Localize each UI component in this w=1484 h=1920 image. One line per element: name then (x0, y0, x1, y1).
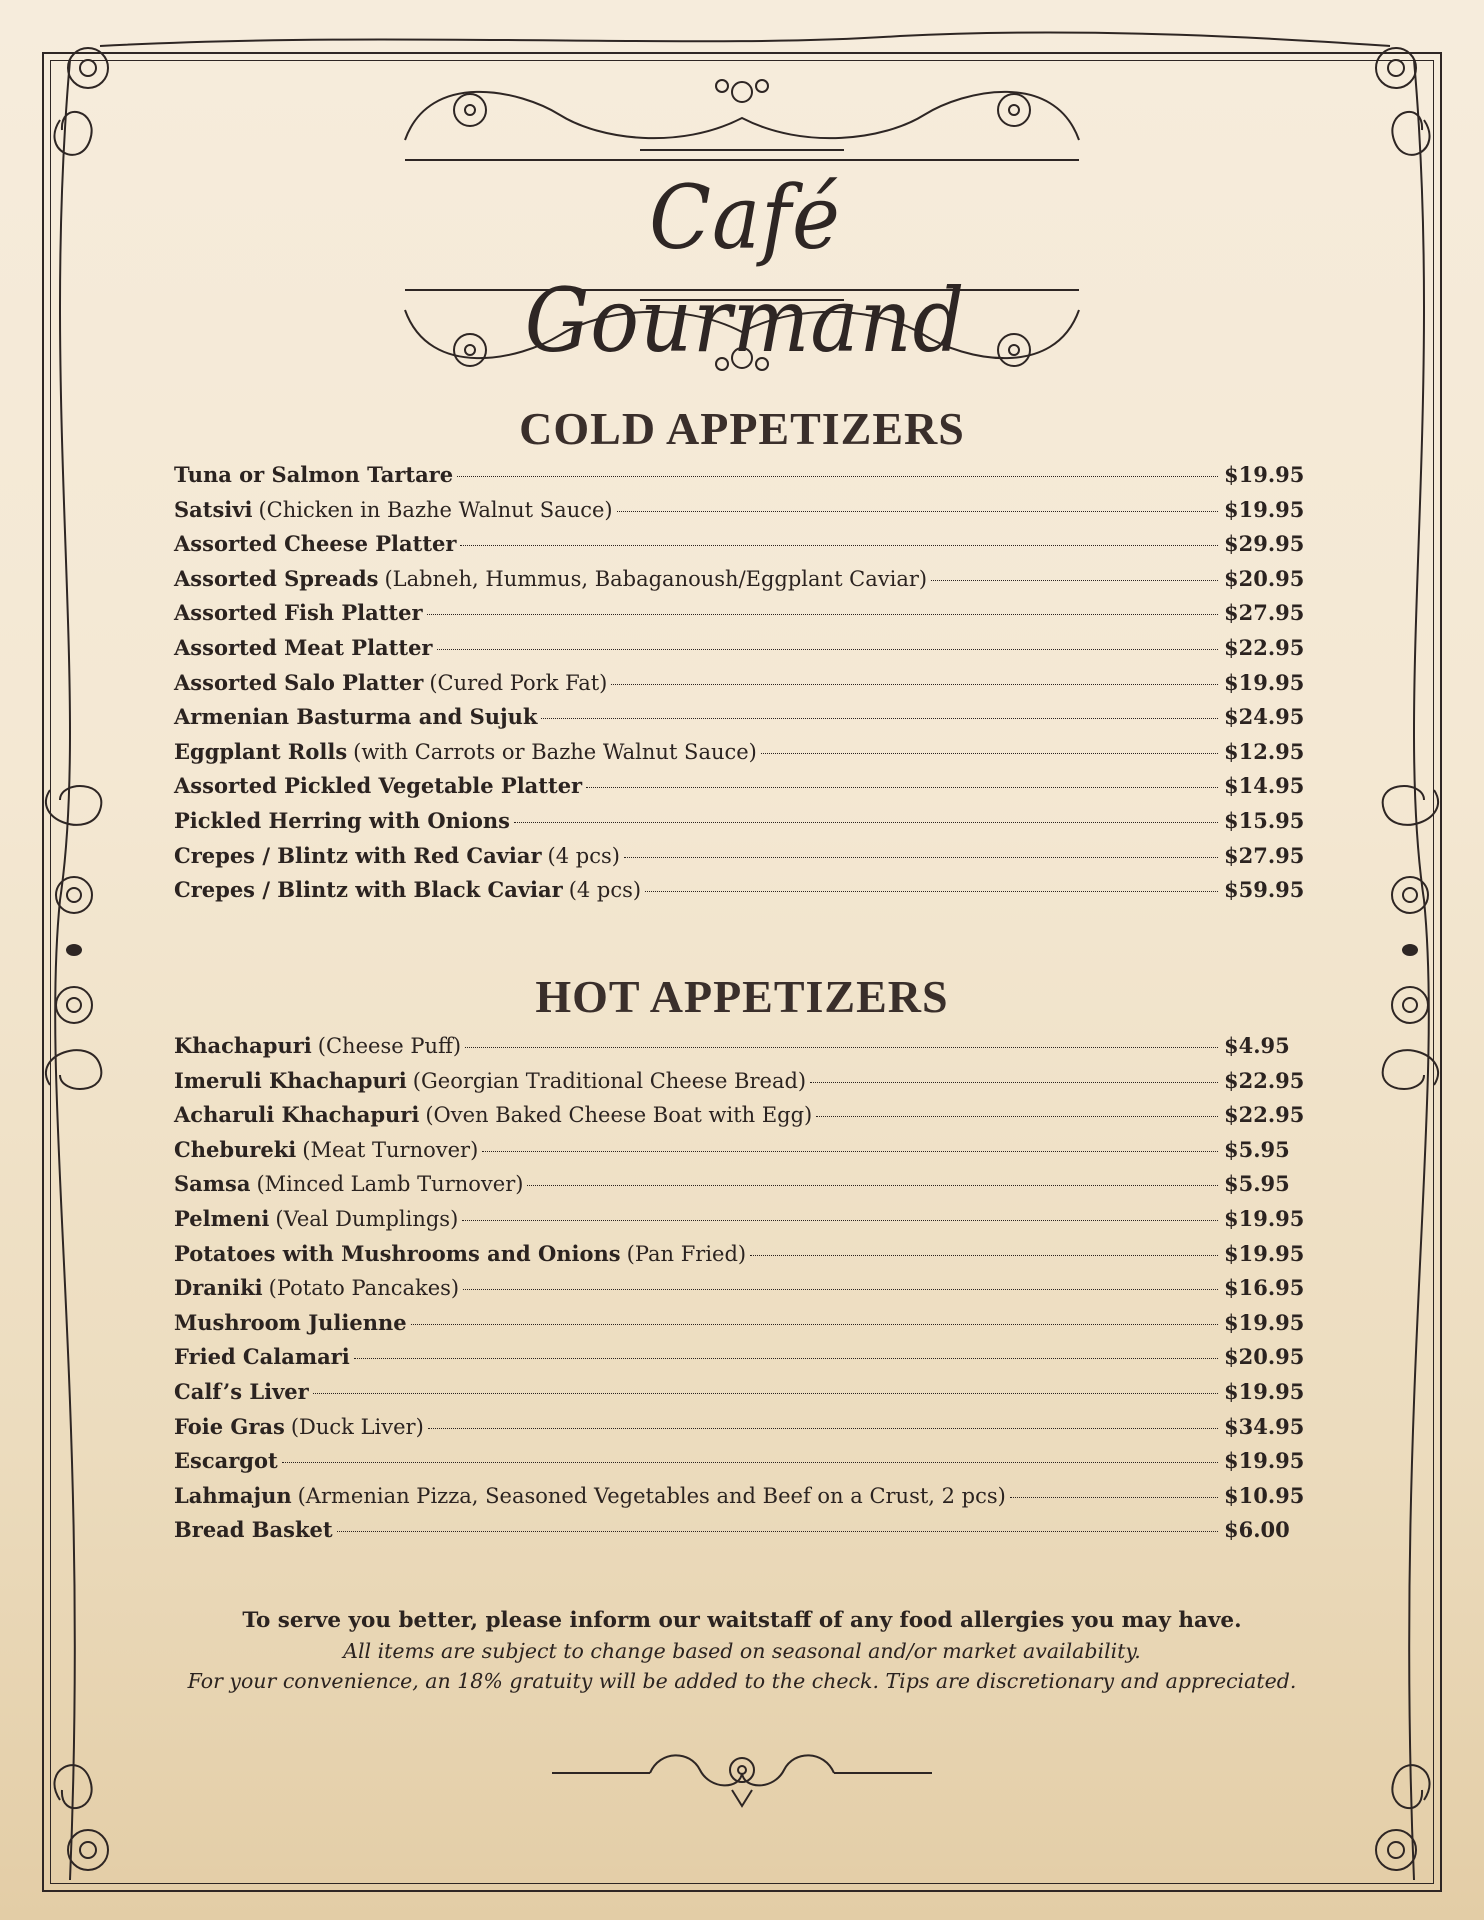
dotted-leader (750, 1254, 1218, 1256)
item-price: $20.95 (1224, 565, 1305, 591)
dotted-leader (460, 544, 1218, 546)
item-description: (Minced Lamb Turnover) (256, 1172, 524, 1197)
item-price: $4.95 (1224, 1033, 1290, 1058)
dotted-leader (624, 856, 1218, 858)
dotted-leader (514, 821, 1218, 823)
menu-item (174, 1517, 1308, 1552)
item-price: $5.95 (1224, 1171, 1290, 1197)
item-description: (4 pcs) (547, 843, 620, 868)
item-description: (Cured Pork Fat) (429, 670, 608, 695)
menu-item (174, 1448, 1308, 1483)
dotted-leader (465, 1046, 1218, 1048)
menu-item (174, 1102, 1308, 1137)
cold-appetizers-list (174, 462, 1308, 912)
item-price: $19.95 (1224, 1205, 1305, 1231)
item-name: Draniki (174, 1275, 263, 1301)
item-name: Assorted Pickled Vegetable Platter (174, 773, 583, 799)
dotted-leader (816, 1115, 1218, 1117)
menu-item (174, 704, 1308, 739)
menu-item (174, 1379, 1308, 1414)
item-description: (Georgian Traditional Cheese Bread) (412, 1068, 807, 1093)
item-name: Pelmeni (174, 1205, 270, 1231)
item-name: Armenian Basturma and Sujuk (174, 704, 538, 730)
dotted-leader (586, 786, 1218, 788)
item-name: Mushroom Julienne (174, 1309, 407, 1335)
item-name: Assorted Spreads (174, 565, 379, 591)
item-price: $16.95 (1224, 1275, 1305, 1301)
dotted-leader (482, 1150, 1218, 1152)
dotted-leader (437, 648, 1219, 650)
item-name: Acharuli Khachapuri (174, 1102, 420, 1128)
menu-item (174, 773, 1308, 808)
dotted-leader (282, 1461, 1218, 1463)
menu-item (174, 739, 1308, 774)
item-price: $14.95 (1224, 773, 1305, 799)
item-name: Fried Calamari (174, 1344, 350, 1370)
menu-item (174, 843, 1308, 878)
dotted-leader (617, 510, 1218, 512)
item-price: $34.95 (1224, 1413, 1305, 1439)
dotted-leader (411, 1323, 1218, 1325)
item-price: $5.95 (1224, 1136, 1290, 1162)
item-name: Crepes / Blintz with Black Caviar (174, 877, 563, 903)
item-price: $27.95 (1224, 842, 1305, 868)
item-name: Calf’s Liver (174, 1378, 309, 1404)
dotted-leader (457, 475, 1218, 477)
item-name: Satsivi (174, 496, 253, 522)
dotted-leader (645, 890, 1218, 892)
item-name: Potatoes with Mushrooms and Onions (174, 1240, 621, 1266)
menu-item (174, 1033, 1308, 1068)
item-name: Crepes / Blintz with Red Caviar (174, 842, 542, 868)
item-name: Escargot (174, 1448, 278, 1474)
menu-item (174, 1483, 1308, 1518)
cold-appetizers-title: COLD APPETIZERS (519, 403, 965, 454)
item-description: (Labneh, Hummus, Babaganoush/Eggplant Caviar) (384, 566, 928, 591)
dotted-leader (427, 613, 1218, 615)
hot-appetizers-title: HOT APPETIZERS (535, 971, 949, 1022)
item-description: (with Carrots or Bazhe Walnut Sauce) (353, 739, 757, 764)
dotted-leader (611, 683, 1218, 685)
footer-notes (0, 1608, 1484, 1693)
menu-item (174, 1068, 1308, 1103)
logo (400, 70, 1090, 380)
logo-wordmark: Café Gourmand (524, 166, 966, 372)
menu-item (174, 1344, 1308, 1379)
item-description: (Pan Fried) (626, 1241, 747, 1266)
item-price: $27.95 (1224, 600, 1305, 626)
menu-item (174, 670, 1308, 705)
item-name: Tuna or Salmon Tartare (174, 462, 454, 487)
menu-item (174, 1171, 1308, 1206)
item-description: (4 pcs) (568, 878, 642, 903)
menu-item (174, 462, 1308, 497)
item-price: $19.95 (1224, 496, 1305, 522)
dotted-leader (463, 1288, 1218, 1290)
item-price: $10.95 (1224, 1482, 1305, 1508)
dotted-leader (1010, 1496, 1218, 1498)
item-description: (Meat Turnover) (302, 1137, 479, 1162)
dotted-leader (931, 579, 1218, 581)
item-description: (Chicken in Bazhe Walnut Sauce) (258, 497, 613, 522)
dotted-leader (761, 752, 1218, 754)
item-name: Foie Gras (174, 1413, 285, 1439)
item-name: Khachapuri (174, 1033, 312, 1058)
menu-item (174, 1241, 1308, 1276)
item-name: Samsa (174, 1171, 251, 1197)
menu-item (174, 1310, 1308, 1345)
item-price: $19.95 (1224, 1378, 1305, 1404)
dotted-leader (428, 1427, 1218, 1429)
dotted-leader (541, 717, 1218, 719)
item-price: $19.95 (1224, 462, 1305, 487)
item-name: Bread Basket (174, 1517, 333, 1543)
item-price: $19.95 (1224, 1240, 1305, 1266)
item-price: $15.95 (1224, 807, 1305, 833)
hot-appetizers-list (174, 1033, 1308, 1552)
menu-item (174, 877, 1308, 912)
item-description: (Cheese Puff) (317, 1034, 462, 1058)
item-description: (Oven Baked Cheese Boat with Egg) (425, 1103, 813, 1128)
item-name: Chebureki (174, 1136, 297, 1162)
dotted-leader (354, 1357, 1218, 1359)
item-name: Pickled Herring with Onions (174, 807, 510, 833)
menu-item (174, 1137, 1308, 1172)
item-price: $29.95 (1224, 531, 1305, 557)
item-price: $22.95 (1224, 1102, 1305, 1128)
item-price: $12.95 (1224, 738, 1305, 764)
item-name: Assorted Salo Platter (174, 669, 424, 695)
item-price: $22.95 (1224, 634, 1305, 660)
item-name: Assorted Fish Platter (174, 600, 423, 626)
menu-item (174, 600, 1308, 635)
menu-item (174, 635, 1308, 670)
item-description: (Armenian Pizza, Seasoned Vegetables and Beef on a Crust, 2 pcs) (297, 1483, 1006, 1508)
item-description: (Potato Pancakes) (268, 1276, 460, 1301)
item-price: $19.95 (1224, 669, 1305, 695)
menu-item (174, 1414, 1308, 1449)
item-price: $6.00 (1224, 1517, 1290, 1543)
menu-item (174, 531, 1308, 566)
menu-item (174, 1206, 1308, 1241)
dotted-leader (527, 1184, 1218, 1186)
availability-note: All items are subject to change based on seasonal and/or market availability. (343, 1639, 1141, 1663)
dotted-leader (462, 1219, 1218, 1221)
menu-item (174, 1275, 1308, 1310)
menu-item (174, 497, 1308, 532)
menu-item (174, 808, 1308, 843)
item-price: $59.95 (1224, 877, 1305, 903)
dotted-leader (810, 1081, 1218, 1083)
item-price: $19.95 (1224, 1448, 1305, 1474)
menu-item (174, 566, 1308, 601)
item-price: $19.95 (1224, 1309, 1305, 1335)
dotted-leader (313, 1392, 1218, 1394)
item-description: (Veal Dumplings) (275, 1206, 459, 1231)
item-price: $20.95 (1224, 1344, 1305, 1370)
item-price: $24.95 (1224, 704, 1305, 730)
item-name: Lahmajun (174, 1482, 292, 1508)
item-name: Eggplant Rolls (174, 738, 348, 764)
allergy-note: To serve you better, please inform our waitstaff of any food allergies you may have. (242, 1608, 1242, 1633)
item-name: Assorted Meat Platter (174, 634, 433, 660)
item-price: $22.95 (1224, 1067, 1305, 1093)
item-name: Imeruli Khachapuri (174, 1067, 407, 1093)
dotted-leader (337, 1530, 1218, 1532)
item-name: Assorted Cheese Platter (174, 531, 457, 557)
gratuity-note: For your convenience, an 18% gratuity will be added to the check. Tips are discretionary and appreciated. (187, 1669, 1297, 1693)
item-description: (Duck Liver) (290, 1414, 424, 1439)
